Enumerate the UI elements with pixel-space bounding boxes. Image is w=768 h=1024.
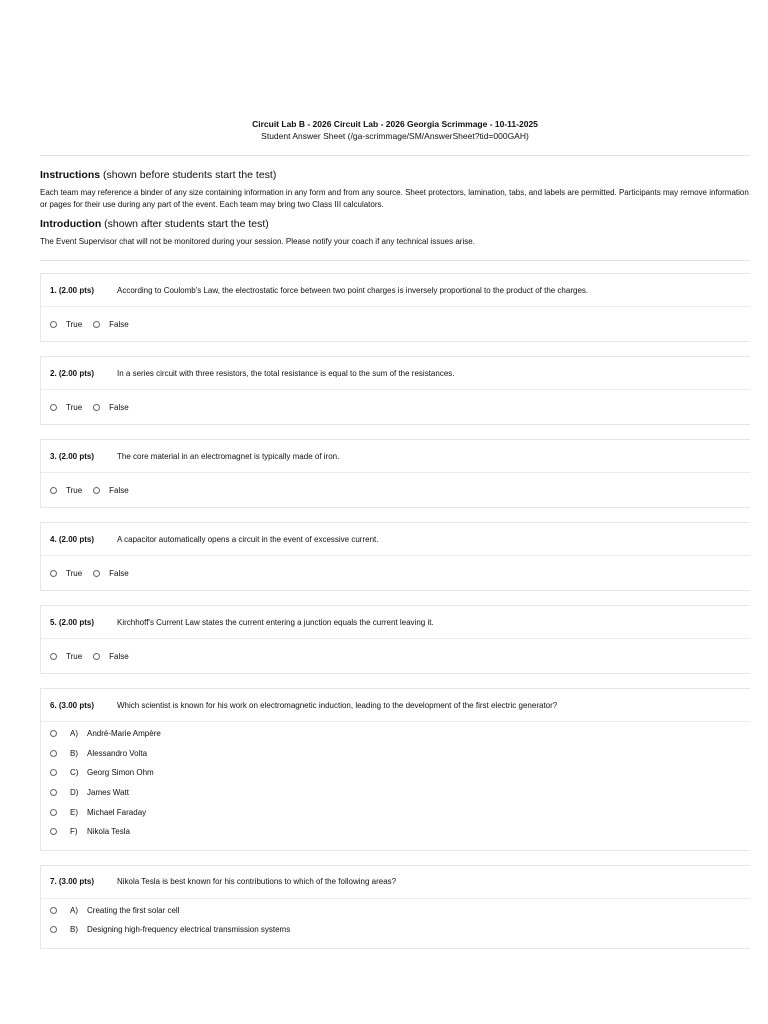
page-header — [40, 118, 750, 142]
answer-area — [41, 639, 750, 673]
option-text: André-Marie Ampère — [87, 729, 161, 739]
option-false[interactable] — [93, 486, 129, 495]
option-text: Creating the first solar cell — [87, 905, 180, 915]
option-true[interactable] — [50, 486, 82, 495]
answer-area — [41, 390, 750, 424]
option-d[interactable] — [50, 783, 741, 803]
question-number: 5. (2.00 pts) — [50, 617, 95, 627]
answer-area — [41, 722, 750, 850]
option-letter: E) — [70, 807, 78, 817]
radio-button[interactable] — [93, 653, 100, 660]
option-label: False — [109, 319, 129, 329]
option-e[interactable] — [50, 802, 741, 822]
instructions-heading-label: Instructions — [40, 169, 101, 181]
answer-area — [41, 899, 750, 948]
radio-button[interactable] — [50, 570, 57, 577]
question-text: Kirchhoff's Current Law states the current entering a junction equals the current leaving it. — [117, 617, 434, 627]
radio-button[interactable] — [50, 487, 57, 494]
answer-area — [41, 473, 750, 507]
option-label: False — [109, 402, 129, 412]
question-number: 4. (2.00 pts) — [50, 534, 95, 544]
radio-button[interactable] — [50, 809, 57, 816]
option-a[interactable] — [50, 724, 741, 744]
introduction-heading-note: (shown after students start the test) — [101, 218, 269, 230]
option-label: True — [66, 651, 83, 661]
option-a[interactable] — [50, 901, 741, 921]
question-7 — [40, 865, 750, 949]
radio-button[interactable] — [93, 321, 100, 328]
instructions-heading — [40, 168, 750, 182]
option-c[interactable] — [50, 763, 741, 783]
option-true[interactable] — [50, 320, 82, 329]
radio-button[interactable] — [50, 828, 57, 835]
radio-button[interactable] — [93, 487, 100, 494]
introduction-text: The Event Supervisor chat will not be monitored during your session. Please notify your coach if any technical issues arise. — [40, 237, 475, 246]
option-label: False — [109, 485, 129, 495]
radio-button[interactable] — [50, 750, 57, 757]
option-label: True — [66, 402, 83, 412]
page-title: Circuit Lab B - 2026 Circuit Lab - 2026 Georgia Scrimmage - 10-11-2025 — [252, 119, 538, 129]
question-2 — [40, 356, 750, 425]
option-false[interactable] — [93, 403, 129, 412]
instructions-heading-note: (shown before students start the test) — [100, 169, 277, 181]
question-6 — [40, 688, 750, 851]
option-false[interactable] — [93, 320, 129, 329]
option-text: Designing high-frequency electrical transmission systems — [87, 925, 291, 935]
question-number: 7. (3.00 pts) — [50, 877, 95, 887]
option-text: James Watt — [87, 788, 129, 798]
question-4 — [40, 522, 750, 591]
option-letter: A) — [70, 905, 78, 915]
radio-button[interactable] — [50, 404, 57, 411]
question-number: 6. (3.00 pts) — [50, 700, 95, 710]
option-label: True — [66, 485, 83, 495]
radio-button[interactable] — [50, 789, 57, 796]
option-letter: B) — [70, 748, 78, 758]
introduction-heading — [40, 217, 750, 231]
option-text: Nikola Tesla — [87, 827, 130, 837]
option-label: True — [66, 319, 83, 329]
question-number: 3. (2.00 pts) — [50, 451, 95, 461]
option-true[interactable] — [50, 569, 82, 578]
option-letter: D) — [70, 788, 79, 798]
question-text: In a series circuit with three resistors, the total resistance is equal to the sum of the resistances. — [117, 368, 455, 378]
question-header — [41, 866, 750, 899]
question-list — [40, 273, 750, 949]
question-text: According to Coulomb's Law, the electrostatic force between two point charges is inversely proportional to the product of the charges. — [117, 285, 589, 295]
answer-area — [41, 556, 750, 590]
question-text: A capacitor automatically opens a circuit in the event of excessive current. — [117, 534, 379, 544]
option-false[interactable] — [93, 569, 129, 578]
option-text: Michael Faraday — [87, 807, 147, 817]
option-label: True — [66, 568, 83, 578]
option-true[interactable] — [50, 403, 82, 412]
question-number: 2. (2.00 pts) — [50, 368, 95, 378]
divider — [40, 260, 750, 261]
question-text: The core material in an electromagnet is typically made of iron. — [117, 451, 340, 461]
question-header — [41, 357, 750, 390]
option-letter: F) — [70, 827, 78, 837]
radio-button[interactable] — [50, 653, 57, 660]
radio-button[interactable] — [50, 907, 57, 914]
question-header — [41, 274, 750, 307]
radio-button[interactable] — [93, 570, 100, 577]
option-f[interactable] — [50, 822, 741, 842]
option-b[interactable] — [50, 920, 741, 940]
radio-button[interactable] — [93, 404, 100, 411]
question-header — [41, 523, 750, 556]
question-text: Which scientist is known for his work on electromagnetic induction, leading to the development of the first electric generator? — [117, 700, 558, 710]
answer-sheet — [40, 118, 750, 963]
question-number: 1. (2.00 pts) — [50, 285, 95, 295]
option-true[interactable] — [50, 652, 82, 661]
divider — [40, 155, 750, 156]
question-1 — [40, 273, 750, 342]
option-label: False — [109, 568, 129, 578]
radio-button[interactable] — [50, 321, 57, 328]
question-3 — [40, 439, 750, 508]
option-letter: B) — [70, 925, 78, 935]
option-letter: C) — [70, 768, 79, 778]
question-text: Nikola Tesla is best known for his contributions to which of the following areas? — [117, 877, 397, 887]
introduction-heading-label: Introduction — [40, 218, 102, 230]
option-text: Georg Simon Ohm — [87, 768, 154, 778]
option-letter: A) — [70, 729, 78, 739]
option-b[interactable] — [50, 744, 741, 764]
question-5 — [40, 605, 750, 674]
page-subtitle: Student Answer Sheet (/ga-scrimmage/SM/AnswerSheet?tid=000GAH) — [261, 131, 529, 141]
option-false[interactable] — [93, 652, 129, 661]
option-text: Alessandro Volta — [87, 748, 148, 758]
radio-button[interactable] — [50, 769, 57, 776]
radio-button[interactable] — [50, 926, 57, 933]
question-header — [41, 606, 750, 639]
option-label: False — [109, 651, 129, 661]
instructions-text: Each team may reference a binder of any size containing information in any form and from any source. Sheet protectors, lamination, tabs, and labels are permitted. Participants may remove information or pages for their use during any part of the event. Each team may bring two Class III calculators. — [40, 188, 749, 209]
question-header — [41, 440, 750, 473]
radio-button[interactable] — [50, 730, 57, 737]
answer-area — [41, 307, 750, 341]
question-header — [41, 689, 750, 722]
